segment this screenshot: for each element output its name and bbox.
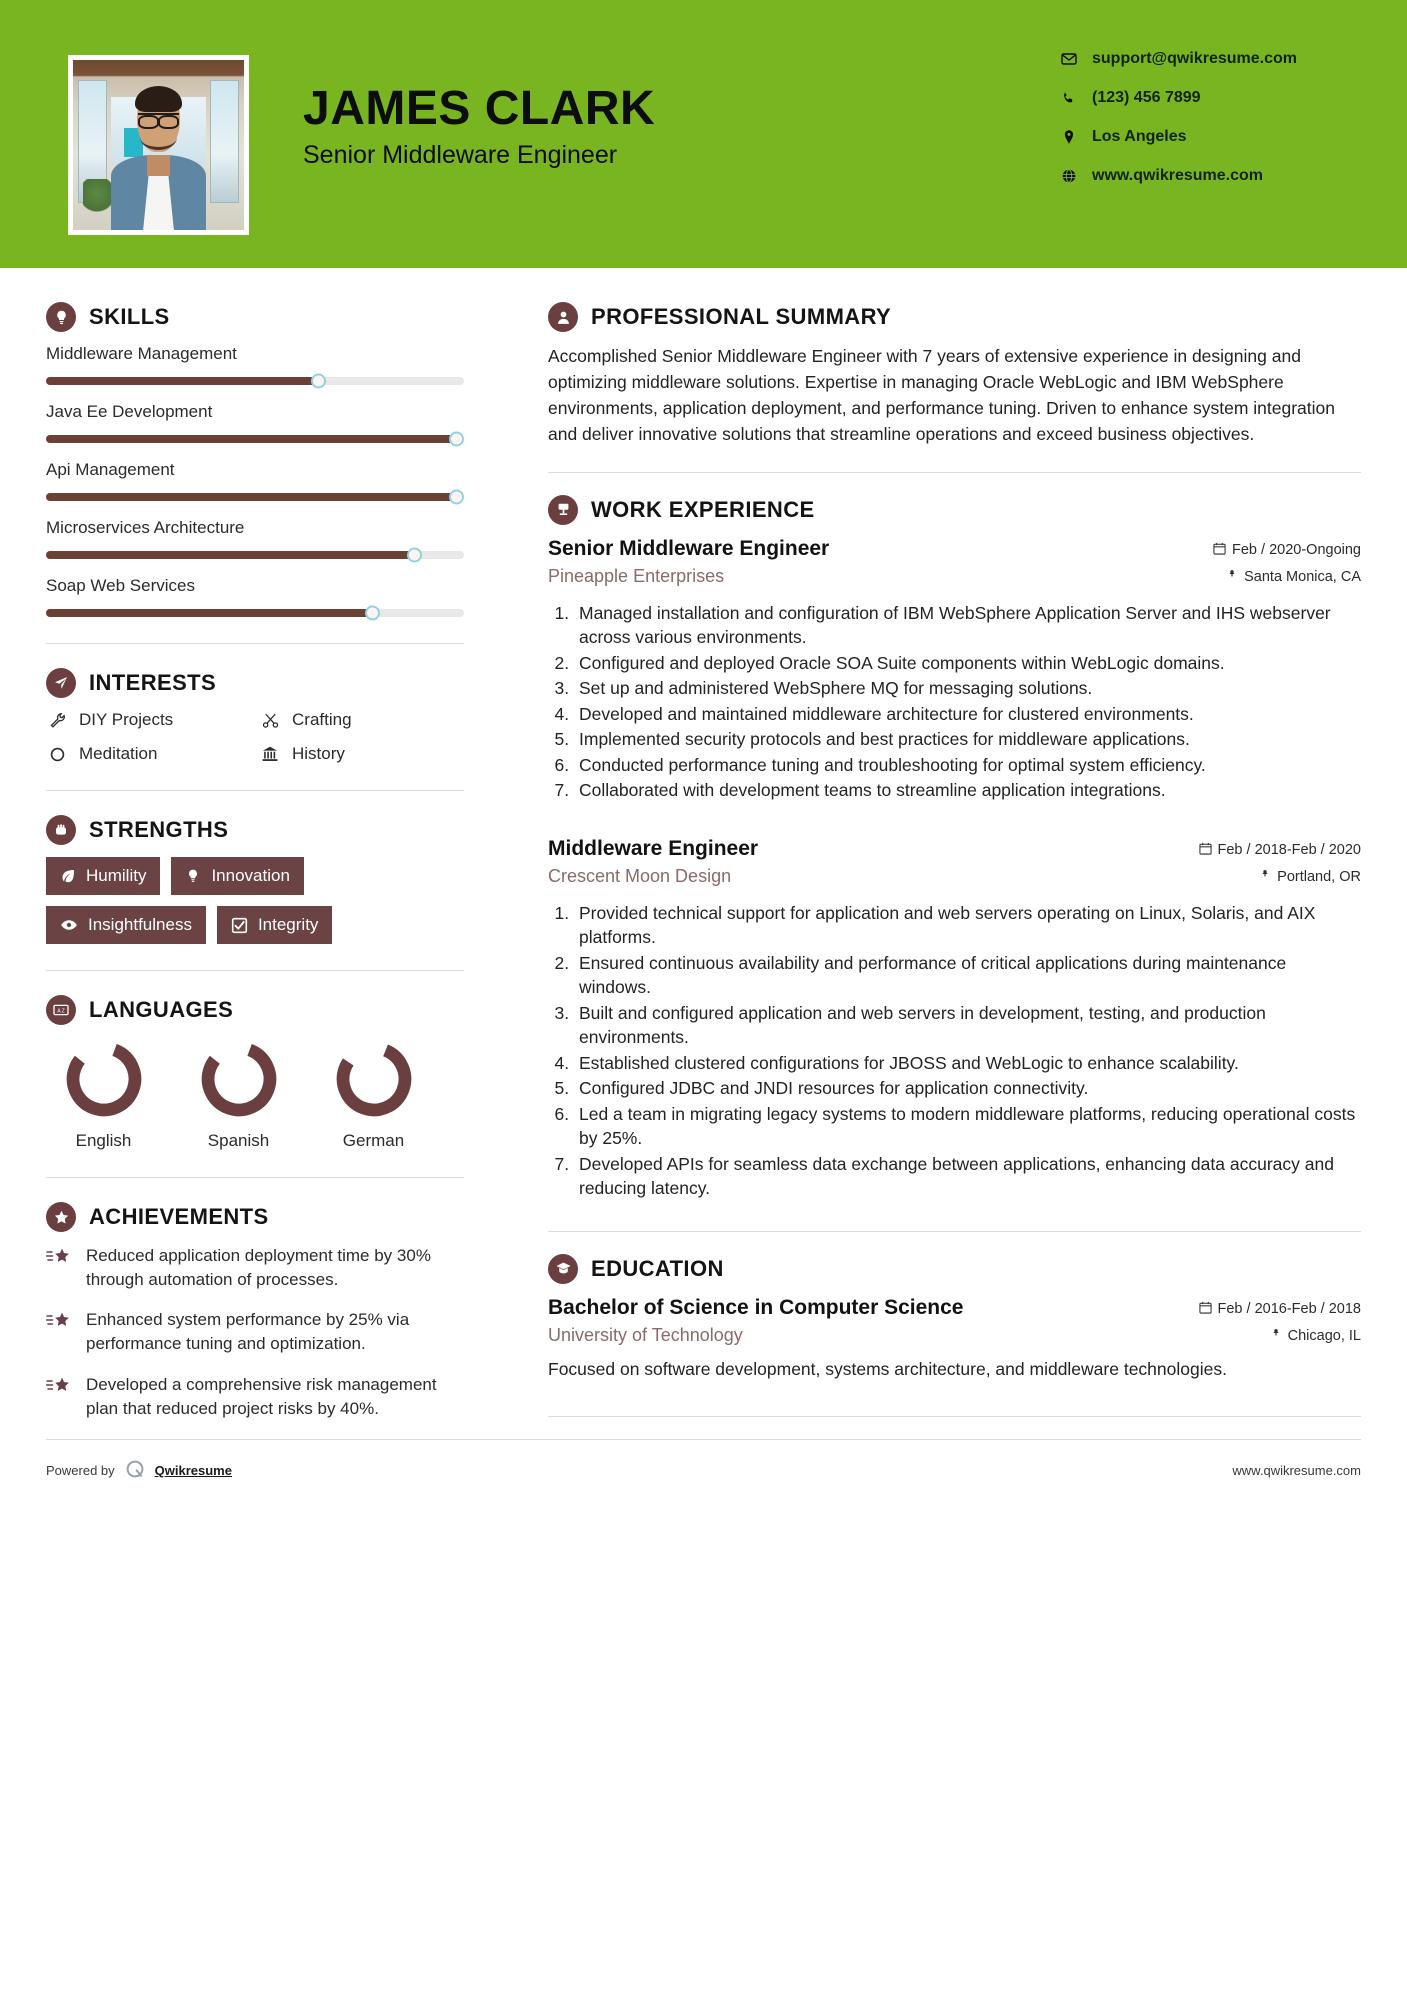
shooting-star-icon	[46, 1244, 74, 1292]
section-skills	[46, 302, 464, 617]
experience-location	[1259, 869, 1361, 886]
experience-company: Crescent Moon Design	[548, 865, 732, 886]
bullet-item: 4. Established clustered configurations for JBOSS and WebLogic to enhance scalability.	[574, 1051, 1361, 1076]
page-footer	[46, 1439, 1361, 1483]
experience-entry-sub	[548, 566, 1361, 587]
strength-label: Humility	[86, 866, 147, 885]
lightbulb-icon	[46, 302, 76, 332]
strength-label: Innovation	[211, 866, 290, 885]
skill-bar[interactable]	[46, 493, 464, 501]
education-header	[548, 1254, 1361, 1284]
experience-entry-top	[548, 537, 1361, 561]
footer-website: www.qwikresume.com	[1232, 1462, 1361, 1478]
interest-label: DIY Projects	[79, 710, 174, 729]
education-dates-text: Feb / 2016-Feb / 2018	[1217, 1301, 1361, 1318]
divider	[548, 1231, 1361, 1232]
contact-website-text: www.qwikresume.com	[1092, 167, 1264, 184]
section-strengths	[46, 815, 464, 944]
circle-icon	[46, 746, 68, 763]
pin-icon	[1259, 869, 1271, 886]
qwikresume-logo-icon	[124, 1458, 146, 1483]
bullet-item: 6. Conducted performance tuning and troubleshooting for optimal system efficiency.	[574, 753, 1361, 778]
experience-location-text: Portland, OR	[1277, 869, 1361, 886]
education-title: EDUCATION	[591, 1255, 724, 1281]
experience-header	[548, 495, 1361, 525]
skill-item	[46, 518, 464, 559]
skill-item	[46, 576, 464, 617]
calendar-icon	[1199, 842, 1212, 859]
photo-glasses	[138, 113, 179, 125]
section-education	[548, 1254, 1361, 1382]
skill-label: Soap Web Services	[46, 576, 195, 595]
skill-bar-fill	[46, 493, 456, 501]
achievement-item	[46, 1373, 464, 1421]
skill-bar-fill	[46, 435, 456, 443]
interests-title: INTERESTS	[89, 670, 217, 695]
translate-icon	[46, 995, 76, 1025]
divider	[548, 1416, 1361, 1417]
skill-bar-knob[interactable]	[365, 606, 380, 621]
photo-plant	[83, 179, 110, 216]
page-title: JAMES CLARK	[303, 82, 656, 135]
divider	[46, 790, 464, 791]
interests-grid	[46, 710, 464, 764]
section-languages	[46, 995, 464, 1151]
section-professional-summary	[548, 302, 1361, 448]
contact-location-text: Los Angeles	[1092, 128, 1187, 145]
bullet-item: 5. Implemented security protocols and best practices for middleware applications.	[574, 727, 1361, 752]
skill-bar[interactable]	[46, 377, 464, 385]
resume-body	[0, 268, 1407, 1439]
interest-item	[46, 744, 251, 764]
shooting-star-icon	[46, 1373, 74, 1421]
interest-label: History	[292, 744, 345, 763]
interest-item	[259, 744, 464, 764]
bullet-item: 2. Ensured continuous availability and performance of critical applications during maintenance windows.	[574, 951, 1361, 1000]
skill-bar-knob[interactable]	[449, 490, 464, 505]
phone-icon	[1061, 90, 1087, 106]
achievements-header	[46, 1202, 464, 1232]
language-item	[326, 1039, 421, 1151]
powered-by-label: Powered by	[46, 1462, 115, 1478]
shooting-star-icon	[46, 1308, 74, 1356]
leaf-icon	[60, 868, 76, 884]
skills-title: SKILLS	[89, 304, 170, 329]
summary-header	[548, 302, 1361, 332]
wrench-icon	[46, 712, 68, 729]
skill-bar-knob[interactable]	[407, 548, 422, 563]
achievement-item	[46, 1308, 464, 1356]
education-location-text: Chicago, IL	[1287, 1328, 1361, 1345]
strength-tag	[46, 857, 160, 895]
education-location	[1270, 1328, 1361, 1345]
language-item	[191, 1039, 286, 1151]
languages-header	[46, 995, 464, 1025]
strengths-title: STRENGTHS	[89, 817, 229, 842]
divider	[548, 472, 1361, 473]
skill-bar-knob[interactable]	[449, 432, 464, 447]
check-square-icon	[231, 917, 248, 934]
photo-hair	[135, 86, 183, 112]
bullet-item: 1. Provided technical support for application and web servers operating on Linux, Solaris, and AIX platforms.	[574, 901, 1361, 950]
strength-tag	[171, 857, 303, 895]
skill-bar-fill	[46, 377, 318, 385]
achievement-text: Reduced application deployment time by 30% through automation of processes.	[86, 1246, 431, 1290]
skill-bar[interactable]	[46, 609, 464, 617]
education-description: Focused on software development, systems architecture, and middleware technologies.	[548, 1358, 1227, 1379]
language-label: Spanish	[207, 1131, 270, 1150]
briefcase-chair-icon	[548, 495, 578, 525]
scissors-icon	[259, 712, 281, 729]
experience-bullets	[548, 601, 1361, 803]
experience-dates-text: Feb / 2018-Feb / 2020	[1217, 842, 1361, 859]
bullet-item: 7. Collaborated with development teams to streamline application integrations.	[574, 778, 1361, 803]
bullet-item: 2. Configured and deployed Oracle SOA Suite components within WebLogic domains.	[574, 651, 1361, 676]
languages-title: LANGUAGES	[89, 997, 234, 1022]
experience-dates-text: Feb / 2020-Ongoing	[1232, 542, 1361, 559]
experience-bullets	[548, 901, 1361, 1201]
star-badge-icon	[46, 1202, 76, 1232]
user-circle-icon	[548, 302, 578, 332]
experience-role: Middleware Engineer	[548, 836, 759, 860]
contact-email-text: support@qwikresume.com	[1092, 50, 1297, 67]
education-entry-top	[548, 1296, 1361, 1320]
education-dates	[1199, 1301, 1362, 1318]
achievement-text: Enhanced system performance by 25% via performance tuning and optimization.	[86, 1310, 410, 1354]
language-item	[56, 1039, 151, 1151]
powered-by-block	[46, 1458, 232, 1483]
strengths-list	[46, 857, 464, 944]
bullet-item: 3. Built and configured application and web servers in development, testing, and production environments.	[574, 1001, 1361, 1050]
bulb-icon	[185, 868, 201, 884]
calendar-icon	[1199, 1301, 1212, 1318]
education-entry	[548, 1296, 1361, 1382]
bullet-item: 5. Configured JDBC and JNDI resources for application connectivity.	[574, 1076, 1361, 1101]
strength-tag	[46, 906, 206, 944]
experience-company: Pineapple Enterprises	[548, 565, 725, 586]
achievements-title: ACHIEVEMENTS	[89, 1204, 269, 1229]
section-achievements	[46, 1202, 464, 1421]
eye-icon	[60, 916, 78, 934]
experience-entry-sub	[548, 866, 1361, 887]
bullet-item: 4. Developed and maintained middleware architecture for clustered environments.	[574, 702, 1361, 727]
summary-title: PROFESSIONAL SUMMARY	[591, 304, 892, 329]
summary-text: Accomplished Senior Middleware Engineer with 7 years of extensive experience in designing and optimizing middleware solutions. Expertise in managing Oracle WebLogic and IBM WebSphere environments, application deployment, and performance tuning. Driven to enhance system integration and deliver innovative solutions that streamline operations and exceed business objectives.	[548, 346, 1335, 444]
job-title: Senior Middleware Engineer	[303, 141, 618, 170]
language-ring	[199, 1039, 279, 1119]
profile-photo	[73, 60, 244, 230]
contact-location[interactable]	[1061, 128, 1361, 146]
avatar	[68, 55, 249, 235]
skill-label: Java Ee Development	[46, 402, 213, 421]
strength-label: Insightfulness	[88, 915, 192, 934]
skills-header	[46, 302, 464, 332]
experience-dates	[1199, 842, 1362, 859]
experience-title: WORK EXPERIENCE	[591, 496, 815, 522]
skill-bar[interactable]	[46, 435, 464, 443]
location-pin-icon	[1061, 129, 1087, 145]
main-content	[486, 268, 1361, 1439]
education-entry-sub	[548, 1325, 1361, 1346]
language-ring	[334, 1039, 414, 1119]
strengths-header	[46, 815, 464, 845]
section-interests	[46, 668, 464, 764]
bullet-item: 6. Led a team in migrating legacy systems to modern middleware platforms, reducing operational costs by 25%.	[574, 1102, 1361, 1151]
experience-location	[1226, 569, 1361, 586]
skill-bar-fill	[46, 551, 414, 559]
languages-list	[46, 1039, 464, 1151]
skill-bar[interactable]	[46, 551, 464, 559]
contact-phone[interactable]	[1061, 89, 1361, 107]
contact-phone-text: (123) 456 7899	[1092, 89, 1201, 106]
resume-header	[0, 0, 1407, 268]
contact-email[interactable]	[1061, 50, 1361, 68]
divider	[46, 643, 464, 644]
identity-block	[303, 84, 1061, 170]
interest-label: Crafting	[292, 710, 352, 729]
strength-tag	[217, 906, 332, 944]
sidebar	[46, 268, 486, 1439]
paper-plane-icon	[46, 668, 76, 698]
interest-item	[46, 710, 251, 730]
contact-website[interactable]	[1061, 167, 1361, 185]
skill-item	[46, 402, 464, 443]
experience-entry	[548, 837, 1361, 1201]
calendar-icon	[1213, 542, 1226, 559]
bullet-item: 3. Set up and administered WebSphere MQ for messaging solutions.	[574, 676, 1361, 701]
interests-header	[46, 668, 464, 698]
language-label: German	[342, 1131, 405, 1150]
experience-entry-top	[548, 837, 1361, 861]
language-label: English	[75, 1131, 132, 1150]
graduation-cap-icon	[548, 1254, 578, 1284]
pin-icon	[1270, 1328, 1282, 1345]
experience-dates	[1213, 542, 1361, 559]
svg-text:Z: Z	[61, 1008, 65, 1015]
email-icon	[1061, 51, 1087, 67]
qwikresume-link[interactable]: Qwikresume	[154, 1462, 232, 1478]
experience-entry	[548, 537, 1361, 803]
achievement-text: Developed a comprehensive risk management plan that reduced project risks by 40%.	[86, 1374, 437, 1418]
skill-item	[46, 344, 464, 385]
svg-text:A: A	[57, 1008, 61, 1015]
pin-icon	[1226, 569, 1238, 586]
skill-label: Api Management	[46, 460, 175, 479]
language-ring	[64, 1039, 144, 1119]
interest-item	[259, 710, 464, 730]
experience-location-text: Santa Monica, CA	[1244, 569, 1361, 586]
photo-neck	[147, 155, 171, 175]
achievement-item	[46, 1244, 464, 1292]
section-work-experience	[548, 495, 1361, 1201]
bullet-item: 7. Developed APIs for seamless data exchange between applications, enhancing data accuracy and reducing latency.	[574, 1152, 1361, 1201]
photo-window-right	[210, 80, 239, 202]
education-school: University of Technology	[548, 1324, 743, 1345]
divider	[46, 1177, 464, 1178]
strength-label: Integrity	[257, 915, 319, 934]
skill-label: Middleware Management	[46, 344, 237, 363]
fist-icon	[46, 815, 76, 845]
contact-list	[1061, 50, 1361, 206]
skill-label: Microservices Architecture	[46, 518, 245, 537]
education-degree: Bachelor of Science in Computer Science	[548, 1295, 964, 1319]
skill-bar-knob[interactable]	[311, 374, 326, 389]
divider	[46, 970, 464, 971]
skill-bar-fill	[46, 609, 372, 617]
photo-beard	[140, 125, 178, 151]
bullet-item: 1. Managed installation and configuration of IBM WebSphere Application Server and IHS webserver across various environments.	[574, 601, 1361, 650]
globe-icon	[1061, 168, 1087, 184]
experience-role: Senior Middleware Engineer	[548, 536, 830, 560]
interest-label: Meditation	[79, 744, 158, 763]
museum-icon	[259, 745, 281, 763]
skill-item	[46, 460, 464, 501]
